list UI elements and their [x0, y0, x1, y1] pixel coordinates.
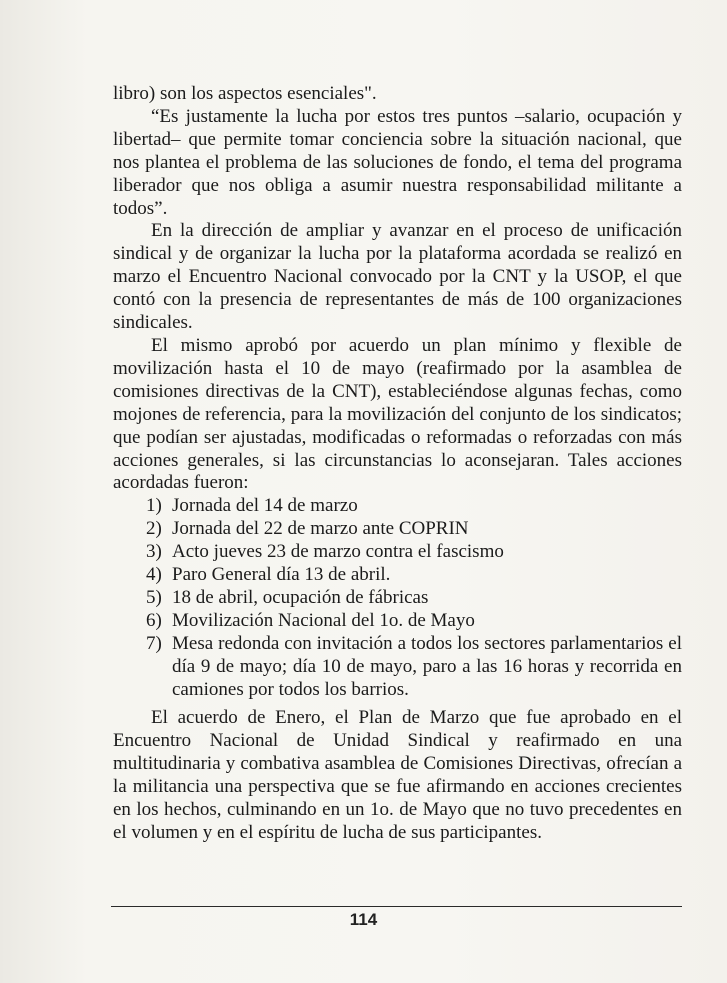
paragraph-encuentro-nacional: En la dirección de ampliar y avanzar en el proceso de unificación sindical y de organizar la lucha por la plataforma acordada se realizó en marzo el Encuentro Nacional convocado por la CNT y la USOP, el que contó con la presencia de representantes de más de 100 organizaciones sindicales.: [113, 220, 682, 334]
paragraph-continuation: libro) son los aspectos esenciales".: [113, 83, 377, 104]
list-item: [113, 518, 682, 541]
list-item-text: Jornada del 14 de marzo: [172, 495, 358, 517]
list-item-number: 1): [146, 495, 162, 517]
list-item: [113, 564, 682, 587]
list-item-text: Paro General día 13 de abril.: [172, 564, 391, 586]
footer-rule: [111, 906, 682, 907]
list-item-number: 3): [146, 541, 162, 563]
paragraph-acuerdo-enero: El acuerdo de Enero, el Plan de Marzo que fue aprobado en el Encuentro Nacional de Unidad Sindical y reafirmado en una multitudinaria y combativa asamblea de Comisiones Directivas, ofrecían a la militancia una perspectiva que se fue afirmando en acciones crecientes en los hechos, culminando en un 1o. de Mayo que no tuvo precedentes en el volumen y en el espíritu de lucha de sus participantes.: [113, 707, 682, 843]
paragraph-quote: “Es justamente la lucha por estos tres puntos –salario, ocupación y libertad– que permite tomar conciencia sobre la situación nacional, que nos plantea el problema de las soluciones de fondo, el tema del programa liberador que nos obliga a asumir nuestra responsabilidad militante a todos”.: [113, 105, 682, 219]
page-body: [113, 83, 682, 845]
list-item-text: Mesa redonda con invitación a todos los sectores parlamentarios el día 9 de mayo; día 10 de mayo, paro a las 16 horas y recorrida en camiones por todos los barrios.: [172, 632, 682, 700]
list-item-number: 7): [146, 632, 162, 654]
list-item: [113, 633, 682, 702]
list-item-number: 6): [146, 609, 162, 631]
page-number: 114: [349, 910, 378, 929]
actions-list: [113, 495, 682, 701]
list-item: [113, 495, 682, 518]
list-item-number: 2): [146, 518, 162, 540]
list-item-text: Acto jueves 23 de marzo contra el fascismo: [172, 541, 504, 563]
list-item: [113, 541, 682, 564]
list-item-number: 4): [146, 564, 162, 586]
list-item-text: Jornada del 22 de marzo ante COPRIN: [172, 518, 469, 540]
list-item-text: 18 de abril, ocupación de fábricas: [172, 586, 429, 608]
list-item: [113, 587, 682, 610]
paragraph-plan-movilizacion: El mismo aprobó por acuerdo un plan mínimo y flexible de movilización hasta el 10 de mayo (reafirmado por la asamblea de comisiones directivas de la CNT), estableciéndose algunas fechas, como mojones de referencia, para la movilización del conjunto de los sindicatos; que podían ser ajustadas, modificadas o reformadas o reforzadas con más acciones generales, si las circunstancias lo aconsejaran. Tales acciones acordadas fueron:: [113, 334, 682, 494]
list-item: [113, 610, 682, 633]
list-item-number: 5): [146, 586, 162, 608]
list-item-text: Movilización Nacional del 1o. de Mayo: [172, 609, 475, 631]
